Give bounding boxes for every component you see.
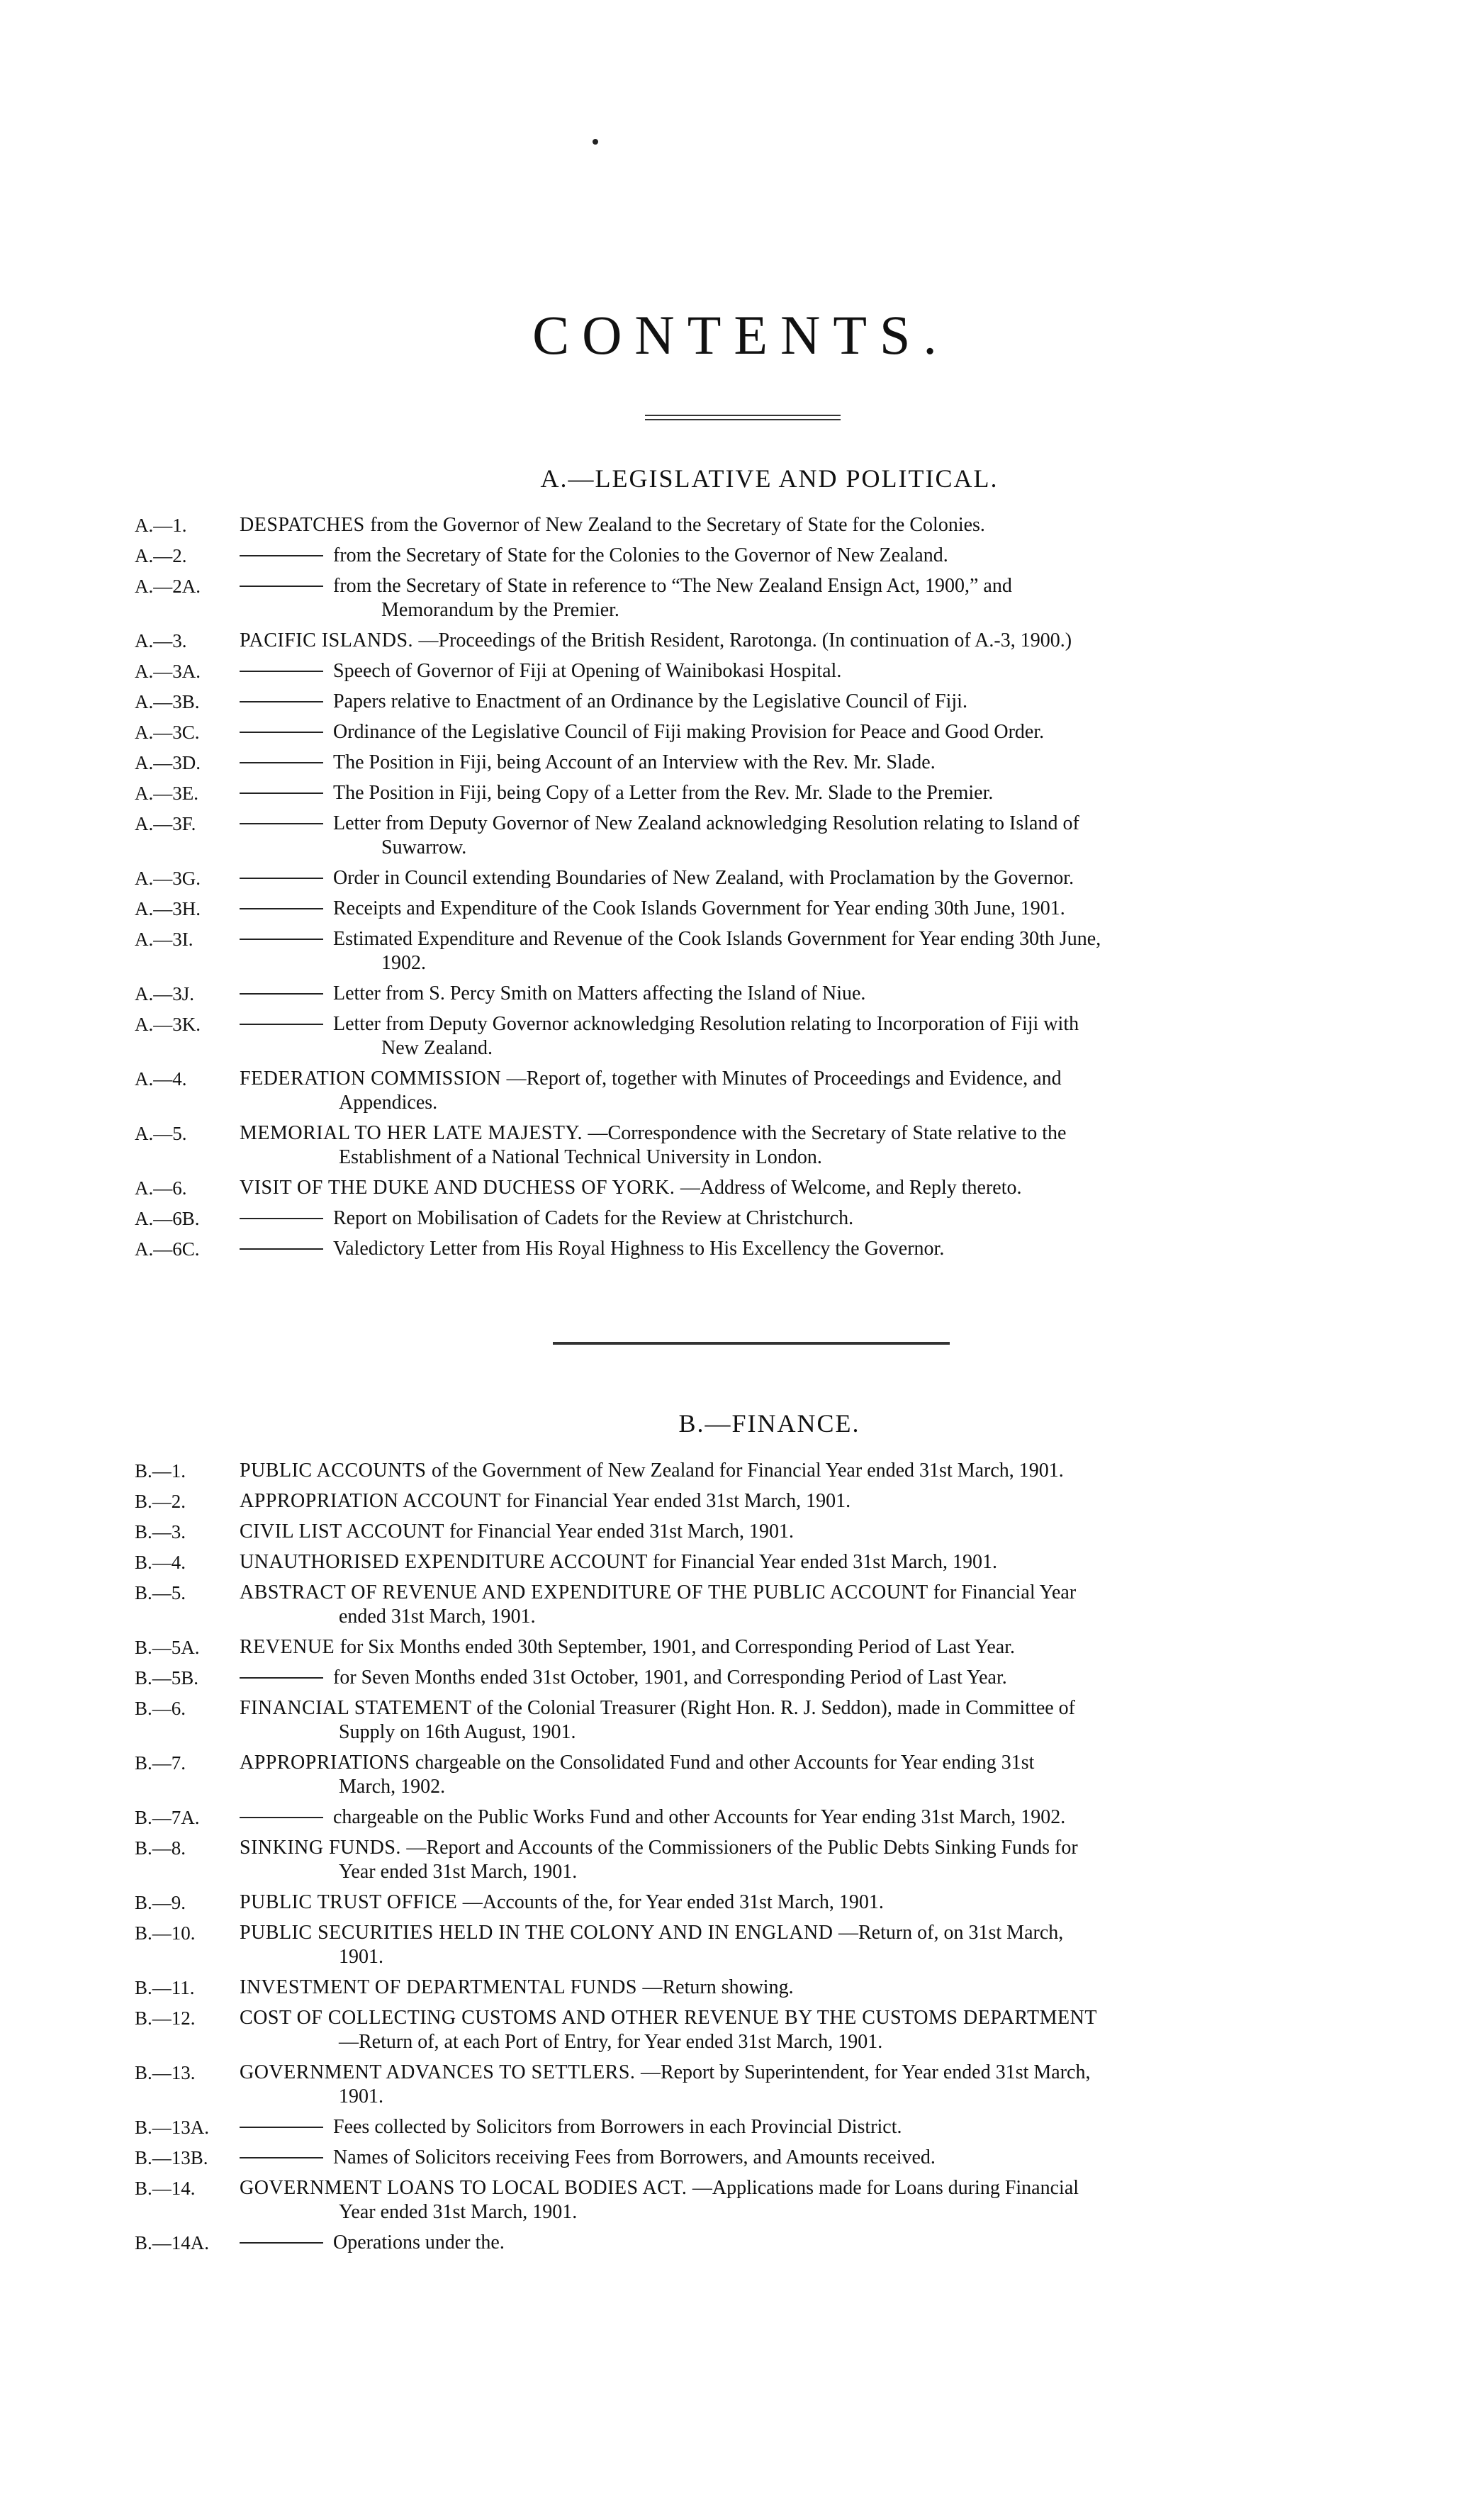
contents-entry	[135, 1206, 1365, 1231]
entry-continuation: March, 1902.	[339, 1776, 446, 1798]
entry-lead: GOVERNMENT ADVANCES TO SETTLERS.	[240, 2061, 641, 2083]
entry-code: A.—3.	[135, 630, 187, 651]
entry-code: A.—3K.	[135, 1014, 201, 1035]
entry-description	[234, 1921, 1365, 1969]
entry-code: B.—13A.	[135, 2117, 210, 2138]
contents-entry	[135, 1891, 1365, 1915]
entry-description	[234, 1976, 1365, 2000]
contents-entry	[135, 982, 1365, 1006]
entry-text: Estimated Expenditure and Revenue of the Cook Islands Government for Year ending 30th June,	[333, 928, 1101, 950]
entry-lead: REVENUE	[240, 1636, 340, 1658]
entry-lead: INVESTMENT OF DEPARTMENTAL FUNDS	[240, 1976, 643, 1998]
contents-entry	[135, 659, 1365, 683]
entry-code: B.—14.	[135, 2178, 196, 2199]
entry-description	[234, 1489, 1365, 1513]
entry-code: B.—4.	[135, 1552, 186, 1573]
entry-code: A.—3I.	[135, 929, 193, 950]
contents-entry	[135, 2146, 1365, 2170]
contents-entry	[135, 1176, 1365, 1200]
contents-entry	[135, 2006, 1365, 2054]
entry-text: Operations under the.	[333, 2231, 505, 2253]
entry-description	[234, 866, 1365, 890]
entry-description	[234, 1012, 1365, 1060]
entry-text: Receipts and Expenditure of the Cook Islands Government for Year ending 30th June, 1901.	[333, 897, 1065, 919]
ditto-dash	[240, 2127, 323, 2128]
entry-text: Letter from Deputy Governor of New Zealand acknowledging Resolution relating to Island of	[333, 812, 1079, 834]
entry-code: A.—3C.	[135, 722, 200, 743]
entry-code: A.—3B.	[135, 691, 200, 712]
contents-entry	[135, 781, 1365, 805]
entry-code: B.—8.	[135, 1837, 186, 1859]
entry-continuation: 1901.	[339, 1946, 383, 1968]
entry-lead: ABSTRACT OF REVENUE AND EXPENDITURE OF THE PUBLIC ACCOUNT	[240, 1581, 933, 1603]
entry-continuation: Year ended 31st March, 1901.	[339, 1861, 578, 1883]
entry-continuation: Establishment of a National Technical University in London.	[339, 1146, 822, 1168]
entry-code: B.—1.	[135, 1460, 186, 1482]
contents-entry	[135, 1921, 1365, 1969]
entry-text: —Report by Superintendent, for Year ended 31st March,	[640, 2061, 1091, 2083]
entry-text: Valedictory Letter from His Royal Highness to His Excellency the Governor.	[333, 1238, 945, 1260]
entry-code: A.—3E.	[135, 783, 198, 804]
entry-description	[234, 781, 1365, 805]
contents-entry	[135, 1666, 1365, 1690]
entry-text: Order in Council extending Boundaries of New Zealand, with Proclamation by the Governor.	[333, 867, 1074, 889]
entry-description	[234, 659, 1365, 683]
contents-entry	[135, 812, 1365, 860]
entry-description	[234, 720, 1365, 744]
entry-description	[234, 1666, 1365, 1690]
entry-text: of the Colonial Treasurer (Right Hon. R. J. Seddon), made in Committee of	[476, 1697, 1076, 1719]
ditto-dash	[240, 2157, 323, 2158]
entry-description	[234, 1237, 1365, 1261]
contents-entry	[135, 544, 1365, 568]
entry-continuation: 1902.	[381, 952, 426, 974]
entry-description	[234, 927, 1365, 975]
entry-description	[234, 1805, 1365, 1830]
entry-continuation: Year ended 31st March, 1901.	[339, 2201, 578, 2223]
entry-code: A.—3H.	[135, 898, 201, 919]
entry-code: B.—12.	[135, 2007, 196, 2029]
entry-continuation: Supply on 16th August, 1901.	[339, 1721, 576, 1743]
entry-text: for Financial Year ended 31st March, 1901.	[449, 1521, 795, 1542]
section-divider	[553, 1342, 950, 1345]
ditto-dash	[240, 762, 323, 763]
entry-lead: COST OF COLLECTING CUSTOMS AND OTHER REVENUE BY THE CUSTOMS DEPARTMENT	[240, 2007, 1097, 2029]
entry-code: B.—11.	[135, 1977, 195, 1998]
entry-code: B.—6.	[135, 1698, 186, 1719]
contents-entry	[135, 1520, 1365, 1544]
entry-description	[234, 1459, 1365, 1483]
entry-description	[234, 513, 1365, 537]
entry-description	[234, 897, 1365, 921]
entry-continuation: Appendices.	[339, 1092, 438, 1114]
entry-description	[234, 982, 1365, 1006]
entry-description	[234, 812, 1365, 860]
contents-entry	[135, 866, 1365, 890]
ditto-dash	[240, 1218, 323, 1219]
entry-code: A.—6B.	[135, 1208, 200, 1229]
entry-text: for Financial Year	[933, 1581, 1077, 1603]
contents-entry	[135, 513, 1365, 537]
entry-description	[234, 1581, 1365, 1629]
entry-lead: GOVERNMENT LOANS TO LOCAL BODIES ACT.	[240, 2177, 692, 2199]
entry-description	[234, 1520, 1365, 1544]
contents-entry	[135, 690, 1365, 714]
entry-code: A.—3J.	[135, 983, 195, 1004]
entry-description	[234, 1751, 1365, 1799]
contents-entry	[135, 629, 1365, 653]
entry-description	[234, 1067, 1365, 1115]
entry-text: Letter from Deputy Governor acknowledging Resolution relating to Incorporation of Fiji with	[333, 1013, 1079, 1035]
entry-text: —Return of, on 31st March,	[838, 1922, 1064, 1944]
contents-entry	[135, 1067, 1365, 1115]
entry-lead: DESPATCHES	[240, 514, 371, 536]
entry-text: for Six Months ended 30th September, 1901, and Corresponding Period of Last Year.	[339, 1636, 1015, 1658]
entry-lead: PACIFIC ISLANDS.	[240, 629, 419, 651]
entry-text: —Accounts of the, for Year ended 31st March, 1901.	[462, 1891, 884, 1913]
entry-text: Papers relative to Enactment of an Ordinance by the Legislative Council of Fiji.	[333, 690, 967, 712]
entry-description	[234, 2176, 1365, 2224]
contents-entry	[135, 2061, 1365, 2109]
contents-entry	[135, 1805, 1365, 1830]
entry-code: A.—6.	[135, 1177, 187, 1199]
entry-code: B.—14A.	[135, 2232, 210, 2253]
entry-text: chargeable on the Consolidated Fund and other Accounts for Year ending 31st	[415, 1752, 1035, 1774]
section-a-list	[135, 513, 1365, 1267]
contents-entry	[135, 2231, 1365, 2255]
entry-continuation: Suwarrow.	[381, 836, 467, 858]
entry-continuation: Memorandum by the Premier.	[381, 599, 619, 621]
entry-description	[234, 1206, 1365, 1231]
entry-code: A.—3D.	[135, 752, 201, 773]
entry-lead: APPROPRIATIONS	[240, 1752, 415, 1774]
entry-description	[234, 1836, 1365, 1884]
entry-description	[234, 751, 1365, 775]
entry-code: A.—5.	[135, 1123, 187, 1144]
entry-description	[234, 1176, 1365, 1200]
entry-code: A.—6C.	[135, 1238, 200, 1260]
entry-code: B.—13B.	[135, 2147, 208, 2168]
entry-text: for Financial Year ended 31st March, 1901.	[506, 1490, 851, 1512]
contents-entry	[135, 720, 1365, 744]
entry-code: A.—2A.	[135, 576, 201, 597]
entry-description	[234, 544, 1365, 568]
contents-entry	[135, 1976, 1365, 2000]
entry-text: for Financial Year ended 31st March, 1901.	[652, 1551, 997, 1573]
ditto-dash	[240, 1677, 323, 1679]
contents-entry	[135, 1836, 1365, 1884]
entry-code: B.—5B.	[135, 1667, 199, 1689]
page-title: CONTENTS.	[532, 304, 950, 366]
ditto-dash	[240, 823, 323, 824]
entry-continuation: —Return of, at each Port of Entry, for Year ended 31st March, 1901.	[339, 2031, 883, 2053]
entry-continuation: ended 31st March, 1901.	[339, 1606, 536, 1628]
entry-lead: UNAUTHORISED EXPENDITURE ACCOUNT	[240, 1551, 653, 1573]
contents-entry	[135, 1751, 1365, 1799]
entry-description	[234, 1635, 1365, 1659]
entry-lead: SINKING FUNDS.	[240, 1837, 407, 1859]
contents-entry	[135, 927, 1365, 975]
entry-text: from the Governor of New Zealand to the Secretary of State for the Colonies.	[370, 514, 985, 536]
entry-text: —Proceedings of the British Resident, Rarotonga. (In continuation of A.-3, 1900.)	[418, 629, 1072, 651]
entry-text: —Return showing.	[642, 1976, 794, 1998]
contents-entry	[135, 1696, 1365, 1745]
ditto-dash	[240, 671, 323, 672]
entry-description	[234, 2115, 1365, 2139]
ditto-dash	[240, 939, 323, 940]
entry-lead: CIVIL LIST ACCOUNT	[240, 1521, 449, 1542]
ditto-dash	[240, 1024, 323, 1025]
contents-entry	[135, 1635, 1365, 1659]
contents-entry	[135, 574, 1365, 622]
entry-text: —Applications made for Loans during Financial	[692, 2177, 1079, 2199]
contents-entry	[135, 1489, 1365, 1513]
contents-entry	[135, 2176, 1365, 2224]
entry-description	[234, 2061, 1365, 2109]
entry-text: chargeable on the Public Works Fund and other Accounts for Year ending 31st March, 1902.	[333, 1806, 1066, 1828]
entry-text: Report on Mobilisation of Cadets for the Review at Christchurch.	[333, 1207, 854, 1229]
ditto-dash	[240, 878, 323, 879]
entry-lead: PUBLIC TRUST OFFICE	[240, 1891, 463, 1913]
entry-text: —Address of Welcome, and Reply thereto.	[680, 1177, 1022, 1199]
contents-entry	[135, 1237, 1365, 1261]
entry-lead: PUBLIC ACCOUNTS	[240, 1460, 432, 1482]
entry-text: for Seven Months ended 31st October, 1901, and Corresponding Period of Last Year.	[333, 1667, 1007, 1689]
entry-text: The Position in Fiji, being Account of an Interview with the Rev. Mr. Slade.	[333, 751, 936, 773]
entry-description	[234, 1696, 1365, 1745]
entry-code: B.—9.	[135, 1892, 186, 1913]
contents-entry	[135, 751, 1365, 775]
entry-code: A.—3F.	[135, 813, 196, 834]
entry-lead: VISIT OF THE DUKE AND DUCHESS OF YORK.	[240, 1177, 680, 1199]
entry-text: —Report and Accounts of the Commissioners of the Public Debts Sinking Funds for	[406, 1837, 1078, 1859]
entry-text: Letter from S. Percy Smith on Matters affecting the Island of Niue.	[333, 982, 866, 1004]
ink-dot	[593, 139, 598, 145]
entry-description	[234, 2231, 1365, 2255]
entry-lead: APPROPRIATION ACCOUNT	[240, 1490, 507, 1512]
contents-entry	[135, 1581, 1365, 1629]
contents-entry	[135, 1121, 1365, 1170]
entry-text: from the Secretary of State in reference to “The New Zealand Ensign Act, 1900,” and	[333, 575, 1012, 597]
contents-entry	[135, 1550, 1365, 1574]
contents-entry	[135, 897, 1365, 921]
entry-text: —Correspondence with the Secretary of State relative to the	[588, 1122, 1067, 1144]
ditto-dash	[240, 586, 323, 587]
entry-code: A.—1.	[135, 515, 187, 536]
section-a-heading: A.—LEGISLATIVE AND POLITICAL.	[540, 464, 999, 493]
entry-code: B.—7A.	[135, 1807, 200, 1828]
entry-text: Ordinance of the Legislative Council of Fiji making Provision for Peace and Good Order.	[333, 721, 1045, 743]
entry-code: B.—10.	[135, 1922, 196, 1944]
entry-description	[234, 574, 1365, 622]
entry-text: The Position in Fiji, being Copy of a Letter from the Rev. Mr. Slade to the Premier.	[333, 782, 994, 804]
entry-lead: FINANCIAL STATEMENT	[240, 1697, 477, 1719]
entry-code: A.—2.	[135, 545, 187, 566]
contents-entry	[135, 1012, 1365, 1060]
entry-lead: MEMORIAL TO HER LATE MAJESTY.	[240, 1122, 588, 1144]
entry-text: Names of Solicitors receiving Fees from Borrowers, and Amounts received.	[333, 2146, 936, 2168]
entry-description	[234, 2146, 1365, 2170]
entry-code: B.—2.	[135, 1491, 186, 1512]
entry-text: Fees collected by Solicitors from Borrowers in each Provincial District.	[333, 2116, 902, 2138]
contents-entry	[135, 2115, 1365, 2139]
section-b-heading: B.—FINANCE.	[678, 1409, 860, 1438]
entry-code: A.—4.	[135, 1068, 187, 1090]
entry-continuation: New Zealand.	[381, 1037, 493, 1059]
ditto-dash	[240, 1248, 323, 1250]
entry-text: of the Government of New Zealand for Financial Year ended 31st March, 1901.	[431, 1460, 1064, 1482]
contents-entry	[135, 1459, 1365, 1483]
ditto-dash	[240, 701, 323, 702]
entry-description	[234, 690, 1365, 714]
ditto-dash	[240, 1817, 323, 1818]
entry-description	[234, 629, 1365, 653]
ditto-dash	[240, 732, 323, 733]
entry-code: B.—7.	[135, 1752, 186, 1774]
entry-code: B.—5A.	[135, 1637, 200, 1658]
entry-description	[234, 1891, 1365, 1915]
entry-lead: PUBLIC SECURITIES HELD IN THE COLONY AND IN ENGLAND	[240, 1922, 838, 1944]
ditto-dash	[240, 793, 323, 794]
entry-code: B.—13.	[135, 2062, 196, 2083]
ditto-dash	[240, 908, 323, 909]
ditto-dash	[240, 555, 323, 556]
entry-description	[234, 1550, 1365, 1574]
entry-lead: FEDERATION COMMISSION	[240, 1068, 507, 1090]
entry-code: B.—3.	[135, 1521, 186, 1542]
entry-code: A.—3A.	[135, 661, 201, 682]
section-b-list	[135, 1459, 1365, 2261]
entry-code: B.—5.	[135, 1582, 186, 1603]
ditto-dash	[240, 2242, 323, 2244]
entry-text: from the Secretary of State for the Colonies to the Governor of New Zealand.	[333, 544, 948, 566]
ditto-dash	[240, 993, 323, 995]
entry-continuation: 1901.	[339, 2085, 383, 2107]
entry-description	[234, 2006, 1365, 2054]
entry-code: A.—3G.	[135, 868, 201, 889]
entry-text: —Report of, together with Minutes of Proceedings and Evidence, and	[506, 1068, 1062, 1090]
entry-text: Speech of Governor of Fiji at Opening of Wainibokasi Hospital.	[333, 660, 842, 682]
entry-description	[234, 1121, 1365, 1170]
title-rule	[645, 415, 841, 425]
